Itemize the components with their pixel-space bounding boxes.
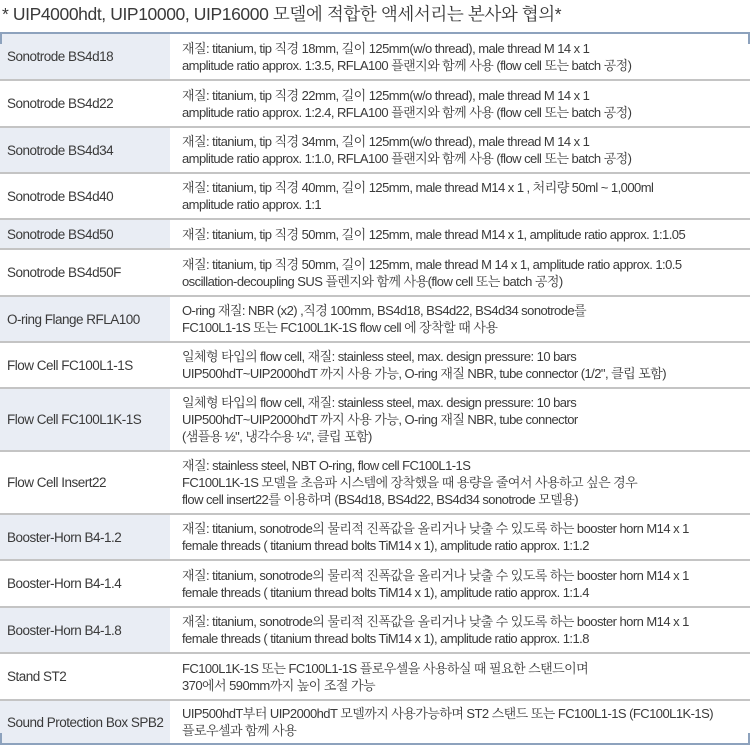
accessory-description — [170, 34, 750, 79]
description-line: amplitude ratio approx. 1:1 — [182, 197, 322, 212]
description-line: 재질: titanium, tip 직경 40mm, 길이 125mm, male thread M14 x 1 , 처리량 50ml ~ 1,000ml — [182, 180, 654, 195]
accessory-description — [170, 174, 750, 218]
description-line: (샘플용 ½", 냉각수용 ¼", 클립 포함) — [182, 429, 372, 444]
table-row — [0, 699, 750, 743]
accessory-description — [170, 561, 750, 606]
description-line: amplitude ratio approx. 1:2.4, RFLA100 플랜지와 함께 사용 (flow cell 또는 batch 공정) — [182, 104, 632, 120]
page-title: * UIP4000hdt, UIP10000, UIP16000 모델에 적합한 액세서리는 본사와 협의* — [2, 4, 562, 24]
description-line: UIP500hdT부터 UIP2000hdT 모델까지 사용가능하며 ST2 스탠드 또는 FC100L1-1S (FC100L1K-1S) — [182, 706, 713, 721]
description-line: UIP500hdT~UIP2000hdT 까지 사용 가능, O-ring 재질 NBR, tube connector — [182, 412, 578, 427]
description-line: 재질: titanium, sonotrode의 물리적 진폭값을 올리거나 낮출 수 있도록 하는 booster horn M14 x 1 — [182, 521, 689, 536]
accessory-name: Flow Cell FC100L1K-1S — [0, 389, 170, 450]
description-line: O-ring 재질: NBR (x2) ,직경 100mm, BS4d18, BS4d22, BS4d34 sonotrode를 — [182, 303, 587, 318]
description-line: 일체형 타입의 flow cell, 재질: stainless steel, max. design pressure: 10 bars — [182, 395, 577, 410]
description-line: 재질: titanium, tip 직경 22mm, 길이 125mm(w/o thread), male thread M 14 x 1 — [182, 87, 590, 103]
table-row — [0, 513, 750, 559]
frame-corner — [0, 733, 2, 745]
table-row — [0, 559, 750, 606]
description-line: FC100L1K-1S 또는 FC100L1-1S 플로우셀을 사용하실 때 필요한 스탠드이며 — [182, 660, 589, 676]
accessory-description — [170, 128, 750, 172]
table-row — [0, 126, 750, 172]
description-line: 재질: stainless steel, NBT O-ring, flow cell FC100L1-1S — [182, 458, 471, 473]
accessory-description — [170, 220, 750, 248]
description-line: amplitude ratio approx. 1:3.5, RFLA100 플랜지와 함께 사용 (flow cell 또는 batch 공정) — [182, 57, 632, 73]
table-row — [0, 79, 750, 126]
accessory-name: Flow Cell FC100L1-1S — [7, 357, 133, 373]
frame-corner — [0, 32, 2, 44]
accessory-description — [170, 81, 750, 126]
accessories-table — [0, 32, 750, 745]
table-row — [0, 248, 750, 295]
description-line: 370에서 590mm까지 높이 조절 가능 — [182, 677, 375, 693]
table-row — [0, 218, 750, 248]
accessory-name: Flow Cell Insert22 — [7, 475, 107, 490]
description-line: female threads ( titanium thread bolts TiM14 x 1), amplitude ratio approx. 1:1.4 — [182, 584, 589, 600]
description-line: UIP500hdT~UIP2000hdT 까지 사용 가능, O-ring 재질 NBR, tube connector (1/2", 클립 포함) — [182, 366, 666, 381]
description-line: 재질: titanium, sonotrode의 물리적 진폭값을 올리거나 낮출 수 있도록 하는 booster horn M14 x 1 — [182, 614, 689, 629]
table-row — [0, 34, 750, 79]
accessory-name: Booster-Horn B4-1.8 — [0, 608, 170, 652]
accessory-name: O-ring Flange RFLA100 — [0, 297, 170, 341]
accessory-name: Booster-Horn B4-1.4 — [7, 576, 122, 591]
accessory-name: Sonotrode BS4d18 — [0, 34, 170, 79]
description-line: 재질: titanium, tip 직경 18mm, 길이 125mm(w/o thread), male thread M 14 x 1 — [182, 40, 590, 56]
table-row — [0, 295, 750, 341]
table-row — [0, 652, 750, 699]
accessory-name: Stand ST2 — [7, 669, 67, 684]
table-row — [0, 387, 750, 450]
description-line: 재질: titanium, sonotrode의 물리적 진폭값을 올리거나 낮출 수 있도록 하는 booster horn M14 x 1 — [182, 567, 689, 583]
accessory-description — [170, 608, 750, 652]
description-line: 재질: titanium, tip 직경 34mm, 길이 125mm(w/o thread), male thread M 14 x 1 — [182, 134, 590, 149]
accessory-description — [170, 250, 750, 295]
accessory-name: Sonotrode BS4d40 — [7, 188, 114, 204]
accessory-description — [170, 515, 750, 559]
description-line: 일체형 타입의 flow cell, 재질: stainless steel, max. design pressure: 10 bars — [182, 349, 577, 364]
description-line: oscillation-decoupling SUS 플렌지와 함께 사용(flow cell 또는 batch 공정) — [182, 273, 563, 289]
accessory-description — [170, 701, 750, 743]
accessory-description — [170, 654, 750, 699]
accessory-name: Sonotrode BS4d50F — [7, 265, 121, 280]
accessory-name: Sonotrode BS4d34 — [0, 128, 170, 172]
table-row — [0, 341, 750, 387]
accessory-description — [170, 389, 750, 450]
description-line: 재질: titanium, tip 직경 50mm, 길이 125mm, male thread M 14 x 1, amplitude ratio approx. 1:0.5 — [182, 256, 682, 272]
description-line: FC100L1K-1S 모델을 초음파 시스템에 장착했을 때 용량을 줄여서 사용하고 싶은 경우 — [182, 475, 638, 490]
description-line: amplitude ratio approx. 1:1.0, RFLA100 플랜지와 함께 사용 (flow cell 또는 batch 공정) — [182, 151, 632, 166]
table-row — [0, 606, 750, 652]
table-row — [0, 172, 750, 218]
accessory-description — [170, 452, 750, 513]
description-line: 재질: titanium, tip 직경 50mm, 길이 125mm, male thread M14 x 1, amplitude ratio approx. 1:1.05 — [182, 226, 686, 242]
description-line: 플로우셀과 함께 사용 — [182, 723, 297, 738]
accessory-name: Sonotrode BS4d22 — [7, 96, 114, 111]
accessory-description — [170, 297, 750, 341]
description-line: flow cell insert22를 이용하며 (BS4d18, BS4d22, BS4d34 sonotrode 모델용) — [182, 492, 579, 507]
accessory-name: Booster-Horn B4-1.2 — [0, 515, 170, 559]
accessory-name: Sonotrode BS4d50 — [0, 220, 170, 248]
description-line: female threads ( titanium thread bolts TiM14 x 1), amplitude ratio approx. 1:1.2 — [182, 538, 589, 553]
description-line: FC100L1-1S 또는 FC100L1K-1S flow cell 에 장착할 때 사용 — [182, 320, 498, 335]
accessory-name: Sound Protection Box SPB2 — [0, 701, 170, 743]
table-row — [0, 450, 750, 513]
description-line: female threads ( titanium thread bolts TiM14 x 1), amplitude ratio approx. 1:1.8 — [182, 631, 589, 646]
accessory-description — [170, 343, 750, 387]
